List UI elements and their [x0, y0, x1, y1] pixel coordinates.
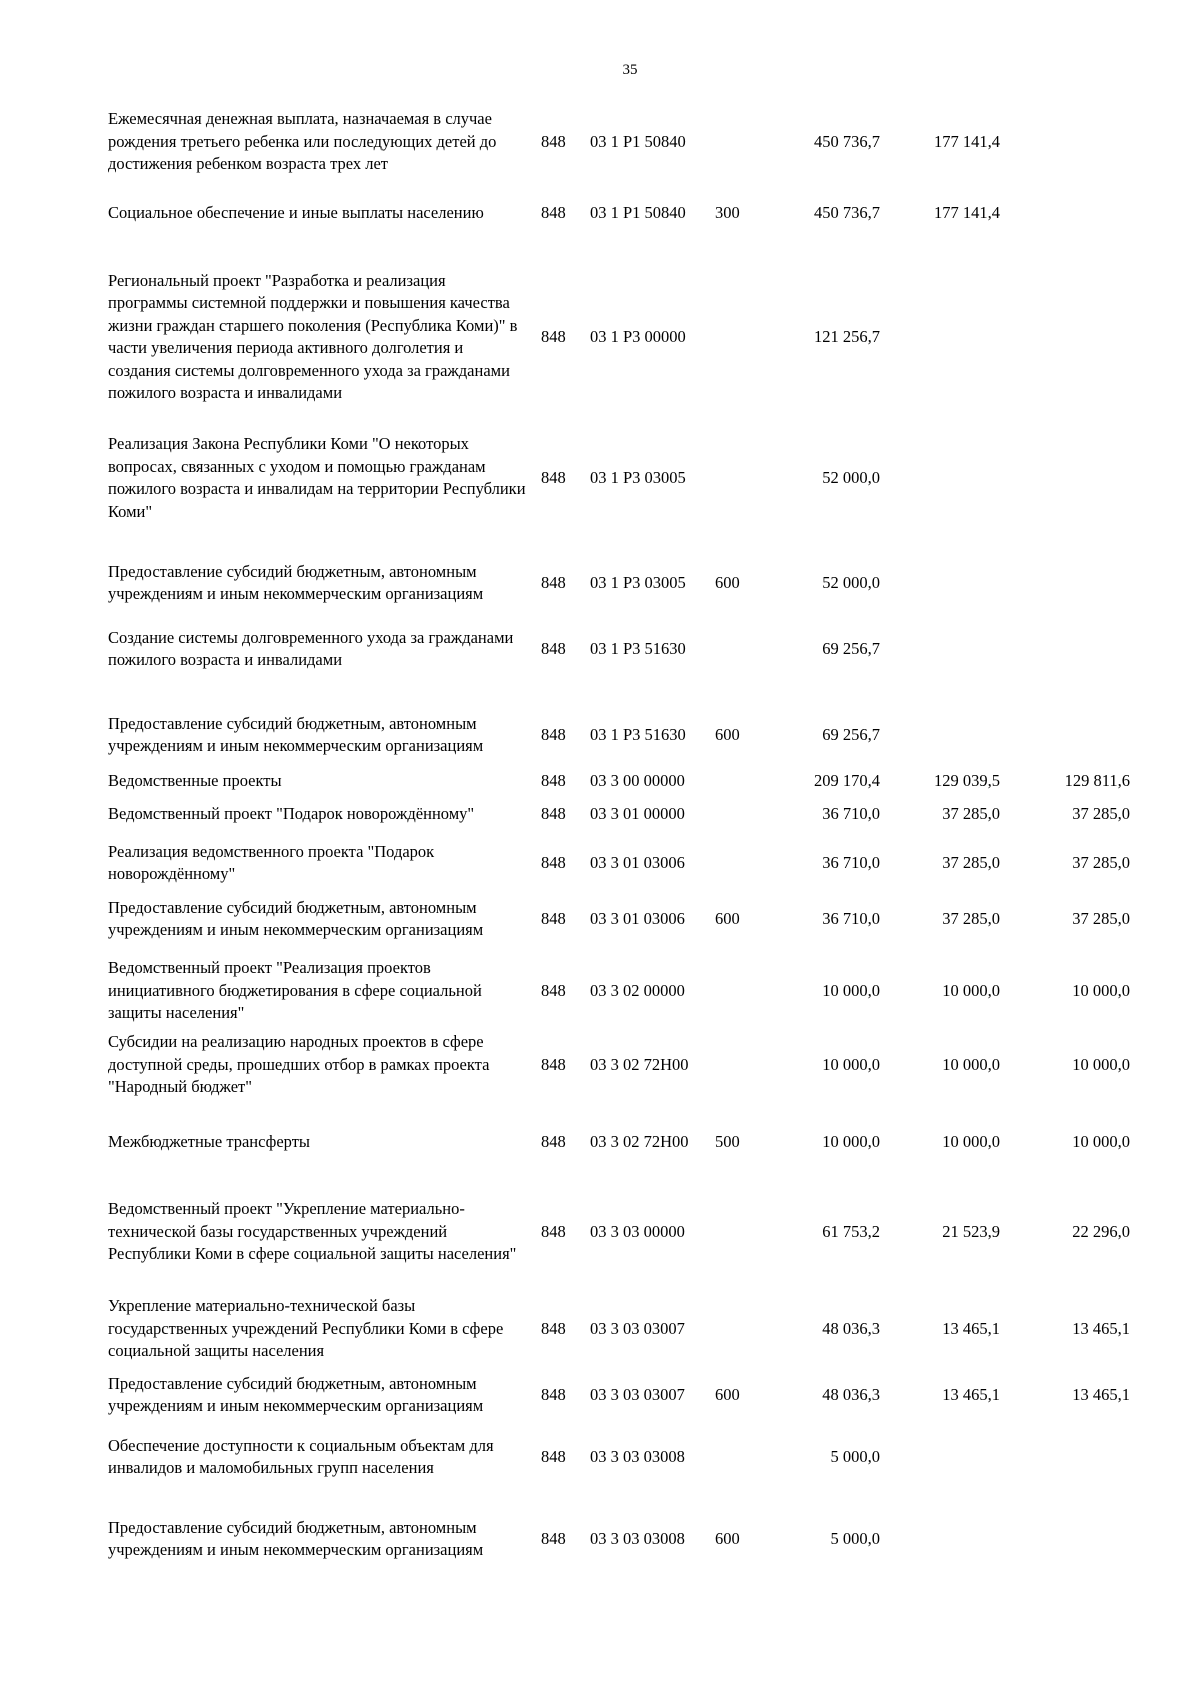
row-code: 848	[541, 770, 566, 790]
row-code: 848	[541, 1054, 566, 1074]
row-amount-year-2: 21 523,9	[942, 1221, 1000, 1241]
table-row	[0, 770, 1200, 792]
row-amount-year-1: 36 710,0	[822, 908, 880, 928]
row-amount-year-3: 10 000,0	[1072, 1054, 1130, 1074]
row-target-article: 03 3 03 00000	[590, 1221, 685, 1241]
row-name: Социальное обеспечение и иные выплаты населению	[108, 202, 484, 222]
row-amount-year-3: 129 811,6	[1064, 770, 1130, 790]
row-amount-year-2: 13 465,1	[942, 1318, 1000, 1338]
row-amount-year-3: 13 465,1	[1072, 1384, 1130, 1404]
row-name: Региональный проект "Разработка и реализация программы системной поддержки и повышения качества жизни граждан старшего поколения (Республика Коми)" в части увеличения периода активного долголетия и создания системы долговременного ухода за гражданами пожилого возраста и инвалидами	[108, 270, 518, 402]
row-target-article: 03 3 03 03008	[590, 1528, 685, 1548]
row-code: 848	[541, 1446, 566, 1466]
table-row	[0, 1296, 1200, 1362]
row-name: Ведомственный проект "Укрепление материально-технической базы государственных учреждений Республики Коми в сфере социальной защиты населения"	[108, 1199, 517, 1264]
table-row	[0, 886, 1200, 952]
row-amount-year-1: 52 000,0	[822, 572, 880, 592]
row-amount-year-3: 37 285,0	[1072, 803, 1130, 823]
row-name: Предоставление субсидий бюджетным, автономным учреждениям и иным некоммерческим организациям	[108, 897, 484, 939]
row-amount-year-2: 10 000,0	[942, 1131, 1000, 1151]
row-name: Обеспечение доступности к социальным объектам для инвалидов и маломобильных групп населения	[108, 1435, 494, 1477]
row-expense-type: 600	[715, 724, 740, 744]
row-amount-year-1: 61 753,2	[822, 1221, 880, 1241]
row-amount-year-1: 121 256,7	[814, 326, 880, 346]
row-amount-year-3: 22 296,0	[1072, 1221, 1130, 1241]
row-code: 848	[541, 1221, 566, 1241]
page-number: 35	[622, 62, 638, 78]
row-amount-year-1: 10 000,0	[822, 1054, 880, 1074]
row-target-article: 03 3 02 72Н00	[590, 1054, 689, 1074]
row-target-article: 03 1 P1 50840	[590, 202, 686, 222]
row-amount-year-1: 209 170,4	[814, 770, 880, 790]
row-amount-year-1: 450 736,7	[814, 202, 880, 222]
row-name: Предоставление субсидий бюджетным, автономным учреждениям и иным некоммерческим организациям	[108, 1373, 484, 1415]
row-name: Создание системы долговременного ухода за гражданами пожилого возраста и инвалидами	[108, 627, 514, 669]
row-name: Укрепление материально-технической базы государственных учреждений Республики Коми в сфере социальной защиты населения	[108, 1296, 504, 1361]
row-target-article: 03 1 P3 51630	[590, 638, 686, 658]
row-amount-year-1: 69 256,7	[822, 638, 880, 658]
row-target-article: 03 1 P3 51630	[590, 724, 686, 744]
table-row	[0, 803, 1200, 825]
row-expense-type: 300	[715, 202, 740, 222]
row-amount-year-2: 13 465,1	[942, 1384, 1000, 1404]
row-target-article: 03 3 03 03007	[590, 1318, 685, 1338]
table-row	[0, 702, 1200, 768]
row-code: 848	[541, 202, 566, 222]
row-name: Предоставление субсидий бюджетным, автономным учреждениям и иным некоммерческим организациям	[108, 713, 484, 755]
row-target-article: 03 3 02 72Н00	[590, 1131, 689, 1151]
row-target-article: 03 3 01 00000	[590, 803, 685, 823]
row-name: Ведомственный проект "Подарок новорождённому"	[108, 803, 475, 823]
row-code: 848	[541, 131, 566, 151]
row-amount-year-1: 10 000,0	[822, 980, 880, 1000]
row-target-article: 03 3 01 03006	[590, 908, 685, 928]
table-row	[0, 550, 1200, 616]
row-code: 848	[541, 467, 566, 487]
row-expense-type: 600	[715, 908, 740, 928]
row-target-article: 03 3 03 03007	[590, 1384, 685, 1404]
row-name: Реализация ведомственного проекта "Подарок новорождённому"	[108, 841, 435, 883]
table-row	[0, 1184, 1200, 1280]
row-amount-year-2: 37 285,0	[942, 803, 1000, 823]
row-name: Межбюджетные трансферты	[108, 1131, 311, 1151]
row-amount-year-2: 10 000,0	[942, 980, 1000, 1000]
row-expense-type: 500	[715, 1131, 740, 1151]
row-target-article: 03 3 01 03006	[590, 852, 685, 872]
row-target-article: 03 1 P3 00000	[590, 326, 686, 346]
row-code: 848	[541, 326, 566, 346]
row-amount-year-1: 450 736,7	[814, 131, 880, 151]
table-row	[0, 256, 1200, 418]
row-name: Ведомственные проекты	[108, 770, 282, 790]
table-row	[0, 840, 1200, 886]
row-code: 848	[541, 724, 566, 744]
table-row	[0, 1362, 1200, 1428]
row-amount-year-1: 52 000,0	[822, 467, 880, 487]
row-code: 848	[541, 1384, 566, 1404]
row-amount-year-2: 177 141,4	[934, 131, 1000, 151]
table-row	[0, 434, 1200, 522]
table-row	[0, 190, 1200, 236]
row-amount-year-1: 10 000,0	[822, 1131, 880, 1151]
row-target-article: 03 1 P1 50840	[590, 131, 686, 151]
row-amount-year-2: 37 285,0	[942, 908, 1000, 928]
row-code: 848	[541, 803, 566, 823]
row-name: Ведомственный проект "Реализация проектов инициативного бюджетирования в сфере социальной защиты населения"	[108, 958, 482, 1023]
row-name: Предоставление субсидий бюджетным, автономным учреждениям и иным некоммерческим организациям	[108, 1517, 484, 1559]
table-row	[0, 1434, 1200, 1480]
row-code: 848	[541, 1131, 566, 1151]
row-code: 848	[541, 1318, 566, 1338]
row-amount-year-2: 177 141,4	[934, 202, 1000, 222]
row-code: 848	[541, 572, 566, 592]
row-name: Реализация Закона Республики Коми "О некоторых вопросах, связанных с уходом и помощью гражданам пожилого возраста и инвалидам на территории Республики Коми"	[108, 434, 526, 521]
table-row	[0, 96, 1200, 188]
row-expense-type: 600	[715, 1528, 740, 1548]
row-amount-year-1: 5 000,0	[830, 1446, 880, 1466]
row-amount-year-3: 13 465,1	[1072, 1318, 1130, 1338]
row-amount-year-3: 37 285,0	[1072, 908, 1130, 928]
row-name: Предоставление субсидий бюджетным, автономным учреждениям и иным некоммерческим организациям	[108, 561, 484, 603]
row-amount-year-2: 129 039,5	[934, 770, 1000, 790]
table-row	[0, 1030, 1200, 1100]
row-amount-year-3: 10 000,0	[1072, 1131, 1130, 1151]
row-target-article: 03 3 03 03008	[590, 1446, 685, 1466]
row-amount-year-1: 36 710,0	[822, 803, 880, 823]
row-code: 848	[541, 980, 566, 1000]
row-target-article: 03 3 00 00000	[590, 770, 685, 790]
table-row	[0, 626, 1200, 672]
table-row	[0, 1506, 1200, 1572]
row-amount-year-1: 48 036,3	[822, 1318, 880, 1338]
row-amount-year-1: 69 256,7	[822, 724, 880, 744]
row-amount-year-2: 10 000,0	[942, 1054, 1000, 1074]
row-code: 848	[541, 1528, 566, 1548]
row-expense-type: 600	[715, 572, 740, 592]
row-target-article: 03 1 P3 03005	[590, 467, 686, 487]
row-code: 848	[541, 852, 566, 872]
row-amount-year-1: 5 000,0	[830, 1528, 880, 1548]
row-code: 848	[541, 638, 566, 658]
row-target-article: 03 3 02 00000	[590, 980, 685, 1000]
table-row	[0, 958, 1200, 1024]
row-target-article: 03 1 P3 03005	[590, 572, 686, 592]
row-amount-year-1: 36 710,0	[822, 852, 880, 872]
row-amount-year-3: 37 285,0	[1072, 852, 1130, 872]
row-amount-year-3: 10 000,0	[1072, 980, 1130, 1000]
row-name: Ежемесячная денежная выплата, назначаемая в случае рождения третьего ребенка или последующих детей до достижения ребенком возраста трех лет	[108, 109, 497, 174]
table-row	[0, 1120, 1200, 1164]
row-name: Субсидии на реализацию народных проектов в сфере доступной среды, прошедших отбор в рамках проекта "Народный бюджет"	[108, 1032, 490, 1097]
row-code: 848	[541, 908, 566, 928]
row-amount-year-1: 48 036,3	[822, 1384, 880, 1404]
row-expense-type: 600	[715, 1384, 740, 1404]
row-amount-year-2: 37 285,0	[942, 852, 1000, 872]
